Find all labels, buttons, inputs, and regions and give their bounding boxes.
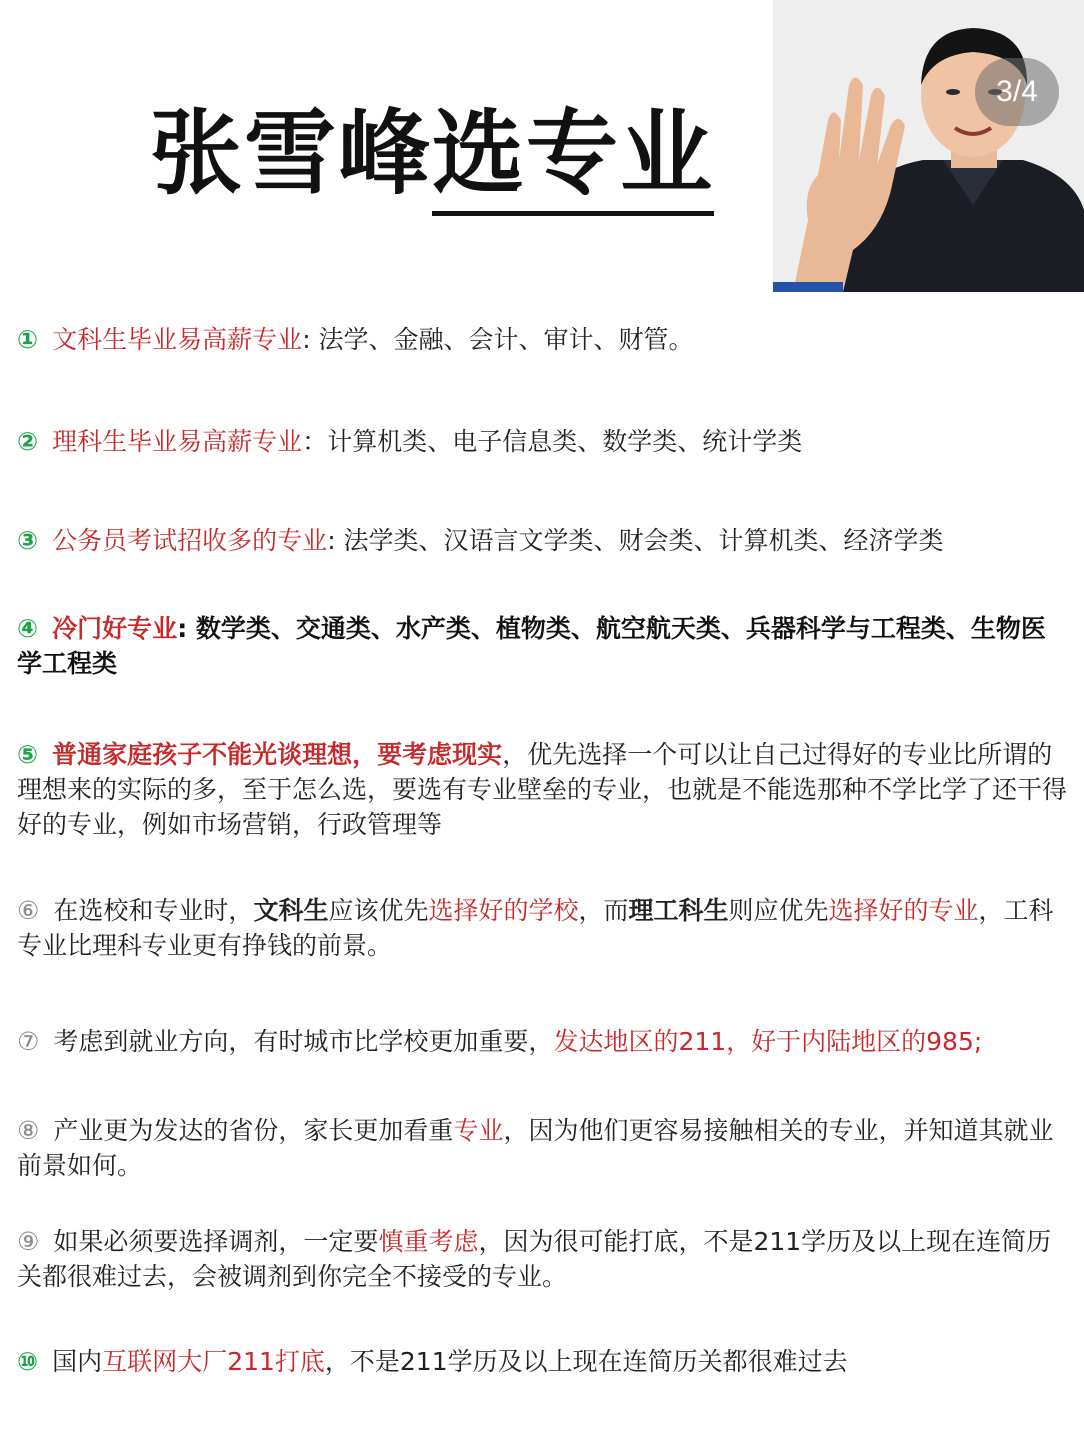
item-number: ⑧ — [17, 1116, 40, 1145]
item-text: 则应优先 — [728, 896, 829, 925]
page-counter-badge: 3/4 — [975, 58, 1059, 126]
item-highlight: 公务员考试招收多的专业 — [52, 526, 328, 555]
item-highlight: 文科生毕业易高薪专业 — [52, 325, 303, 354]
item-text: ，优先选择一个可以让自己过得好的专业比所谓的理想来的实际的多，至于怎么选，要选有专业壁垒的专业，也就是不能选那种不学比学了还干得好的专业，例如市场营销，行政管理等 — [17, 740, 1068, 839]
item-text: : 数学类、交通类、水产类、植物类、航空航天类、兵器科学与工程类、生物医学工程类 — [17, 614, 1046, 678]
item-text: : 法学、金融、会计、审计、财管。 — [302, 325, 694, 354]
item-number: ② — [17, 427, 39, 456]
item-number: ⑨ — [17, 1227, 40, 1256]
item-number: ⑤ — [17, 740, 39, 769]
item-number: ⑥ — [17, 896, 40, 925]
list-item-10 — [17, 1344, 1069, 1379]
item-highlight: 专业 — [453, 1116, 504, 1145]
title-part1: 张雪峰 — [150, 100, 433, 207]
item-text: 考虑到就业方向，有时城市比学校更加重要， — [53, 1027, 554, 1056]
item-bold-text: 理工科生 — [628, 896, 729, 925]
item-text: 如果必须要选择调剂，一定要 — [53, 1227, 379, 1256]
item-text: ：计算机类、电子信息类、数学类、统计学类 — [302, 427, 803, 456]
item-text: ，因为很可能打底，不是211学历及以上现在连简历关都很难过去，会被调剂到你完全不接受的专业。 — [17, 1227, 1052, 1291]
item-highlight: 理科生毕业易高薪专业 — [52, 427, 303, 456]
item-text: ，不是211学历及以上现在连简历关都很难过去 — [324, 1347, 848, 1376]
item-highlight: 发达地区的211，好于内陆地区的985; — [553, 1027, 983, 1056]
list-item-2 — [17, 424, 1069, 459]
item-highlight: 慎重考虑 — [378, 1227, 479, 1256]
item-text: 国内 — [52, 1347, 103, 1376]
item-highlight: 互联网大厂211打底 — [102, 1347, 325, 1376]
list-item-5 — [17, 737, 1069, 842]
list-item-9 — [17, 1224, 1069, 1294]
item-text: 在选校和专业时， — [53, 896, 254, 925]
item-bold-text: 文科生 — [253, 896, 329, 925]
list-item-8 — [17, 1113, 1069, 1183]
item-highlight: 选择好的专业 — [828, 896, 979, 925]
page-title — [150, 100, 715, 207]
item-highlight: 选择好的学校 — [428, 896, 579, 925]
item-number: ① — [17, 325, 39, 354]
item-text: ，而 — [578, 896, 629, 925]
item-text: 产业更为发达的省份，家长更加看重 — [53, 1116, 454, 1145]
title-part2-underlined: 选专业 — [432, 100, 714, 216]
item-highlight: 普通家庭孩子不能光谈理想，要考虑现实 — [52, 740, 503, 769]
list-item-6 — [17, 893, 1069, 963]
list-item-1 — [17, 322, 1069, 357]
item-text: : 法学类、汉语言文学类、财会类、计算机类、经济学类 — [327, 526, 944, 555]
item-number: ④ — [17, 614, 39, 643]
presenter-photo — [773, 0, 1084, 292]
item-number: ③ — [17, 526, 39, 555]
item-number: ⑦ — [17, 1027, 40, 1056]
list-item-4 — [17, 611, 1069, 681]
item-text: ，工科专业比理科专业更有挣钱的前景。 — [17, 896, 1054, 960]
item-number: ⑩ — [17, 1347, 39, 1376]
list-item-3 — [17, 523, 1069, 558]
item-text: 应该优先 — [328, 896, 429, 925]
item-text: ，因为他们更容易接触相关的专业，并知道其就业前景如何。 — [17, 1116, 1054, 1180]
item-highlight: 冷门好专业 — [52, 614, 178, 643]
list-item-7 — [17, 1024, 1069, 1059]
